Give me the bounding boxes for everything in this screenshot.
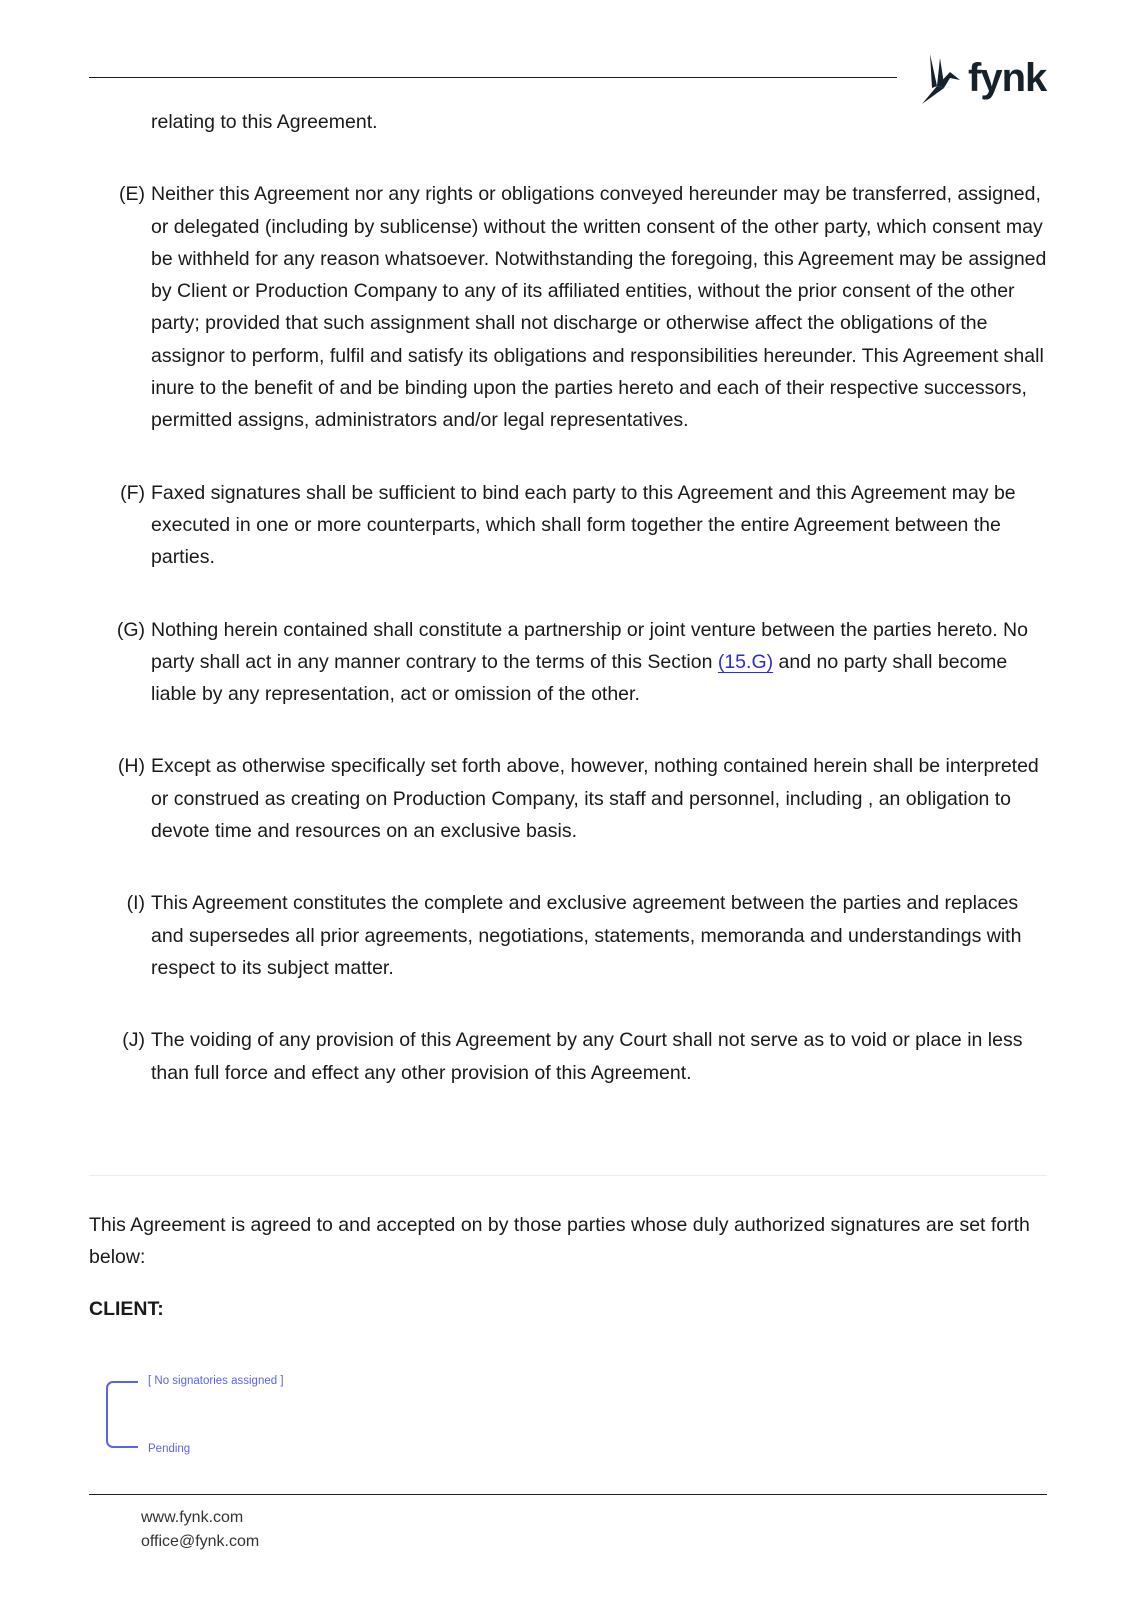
clause-label: (H) bbox=[117, 755, 145, 778]
clause-label: (F) bbox=[120, 481, 145, 504]
clause-label: (I) bbox=[126, 892, 145, 915]
footer-rule bbox=[89, 1494, 1047, 1495]
signature-status: Pending bbox=[148, 1443, 191, 1455]
footer-email: office@fynk.com bbox=[141, 1533, 260, 1550]
clause-g bbox=[89, 614, 1047, 711]
party-label-client: CLIENT: bbox=[89, 1298, 164, 1320]
clause-i bbox=[89, 887, 1047, 984]
clause-j bbox=[89, 1024, 1047, 1089]
clause-label: (G) bbox=[116, 618, 145, 641]
clause-label: (E) bbox=[119, 183, 145, 206]
continuation-text: relating to this Agreement. bbox=[151, 111, 378, 133]
fynk-bird-logo-icon bbox=[920, 52, 962, 104]
clause-f bbox=[89, 477, 1047, 574]
document-body bbox=[89, 106, 1047, 1089]
clause-label: (J) bbox=[122, 1029, 145, 1052]
signature-block-bracket[interactable] bbox=[106, 1381, 138, 1448]
clause-text: Nothing herein contained shall constitute a partnership or joint venture between the parties hereto. No party shall act in any manner contrary to the terms of this Section bbox=[151, 618, 1028, 673]
clause-text: Neither this Agreement nor any rights or obligations conveyed hereunder may be transferred, assigned, or delegated (including by sublicense) without the written consent of the other party, which consent may be withheld for any reason whatsoever. Notwithstanding the foregoing, this Agreement may be assigned by Client or Production Company to any of its affiliated entities, without the prior consent of the other party; provided that such assignment shall not discharge or otherwise affect the obligations of the assignor to perform, fulfil and satisfy its obligations and responsibilities hereunder. This Agreement shall inure to the benefit of and be binding upon the parties hereto and each of their respective successors, permitted assigns, administrators and/or legal representatives. bbox=[151, 183, 1047, 432]
clause-h bbox=[89, 750, 1047, 847]
header-rule bbox=[89, 77, 897, 78]
section-cross-reference-link[interactable]: (15.G) bbox=[717, 650, 774, 673]
clause-text: and no party shall become liable by any representation, act or omission of the other. bbox=[151, 650, 1008, 706]
brand-logo bbox=[920, 52, 1046, 104]
clause-e bbox=[89, 178, 1047, 436]
clause-text: Except as otherwise specifically set forth above, however, nothing contained herein shall be interpreted or construed as creating on Production Company, its staff and personnel, including , an obligation to devote time and resources on an exclusive basis. bbox=[151, 755, 1039, 843]
footer bbox=[141, 1506, 259, 1554]
footer-website: www.fynk.com bbox=[141, 1509, 244, 1526]
signatories-placeholder[interactable]: [ No signatories assigned ] bbox=[148, 1375, 284, 1387]
clause-text: The voiding of any provision of this Agreement by any Court shall not serve as to void or place in less than full force and effect any other provision of this Agreement. bbox=[151, 1029, 1023, 1084]
clause-text: This Agreement constitutes the complete and exclusive agreement between the parties and replaces and supersedes all prior agreements, negotiations, statements, memoranda and understandings with respect to its subject matter. bbox=[151, 892, 1022, 979]
clause-text: Faxed signatures shall be sufficient to bind each party to this Agreement and this Agreement may be executed in one or more counterparts, which shall form together the entire Agreement between the parties. bbox=[151, 481, 1016, 569]
section-divider bbox=[89, 1175, 1047, 1176]
brand-name: fynk bbox=[968, 56, 1047, 100]
acceptance-statement: This Agreement is agreed to and accepted on by those parties whose duly authorized signatures are set forth below: bbox=[89, 1214, 1030, 1269]
